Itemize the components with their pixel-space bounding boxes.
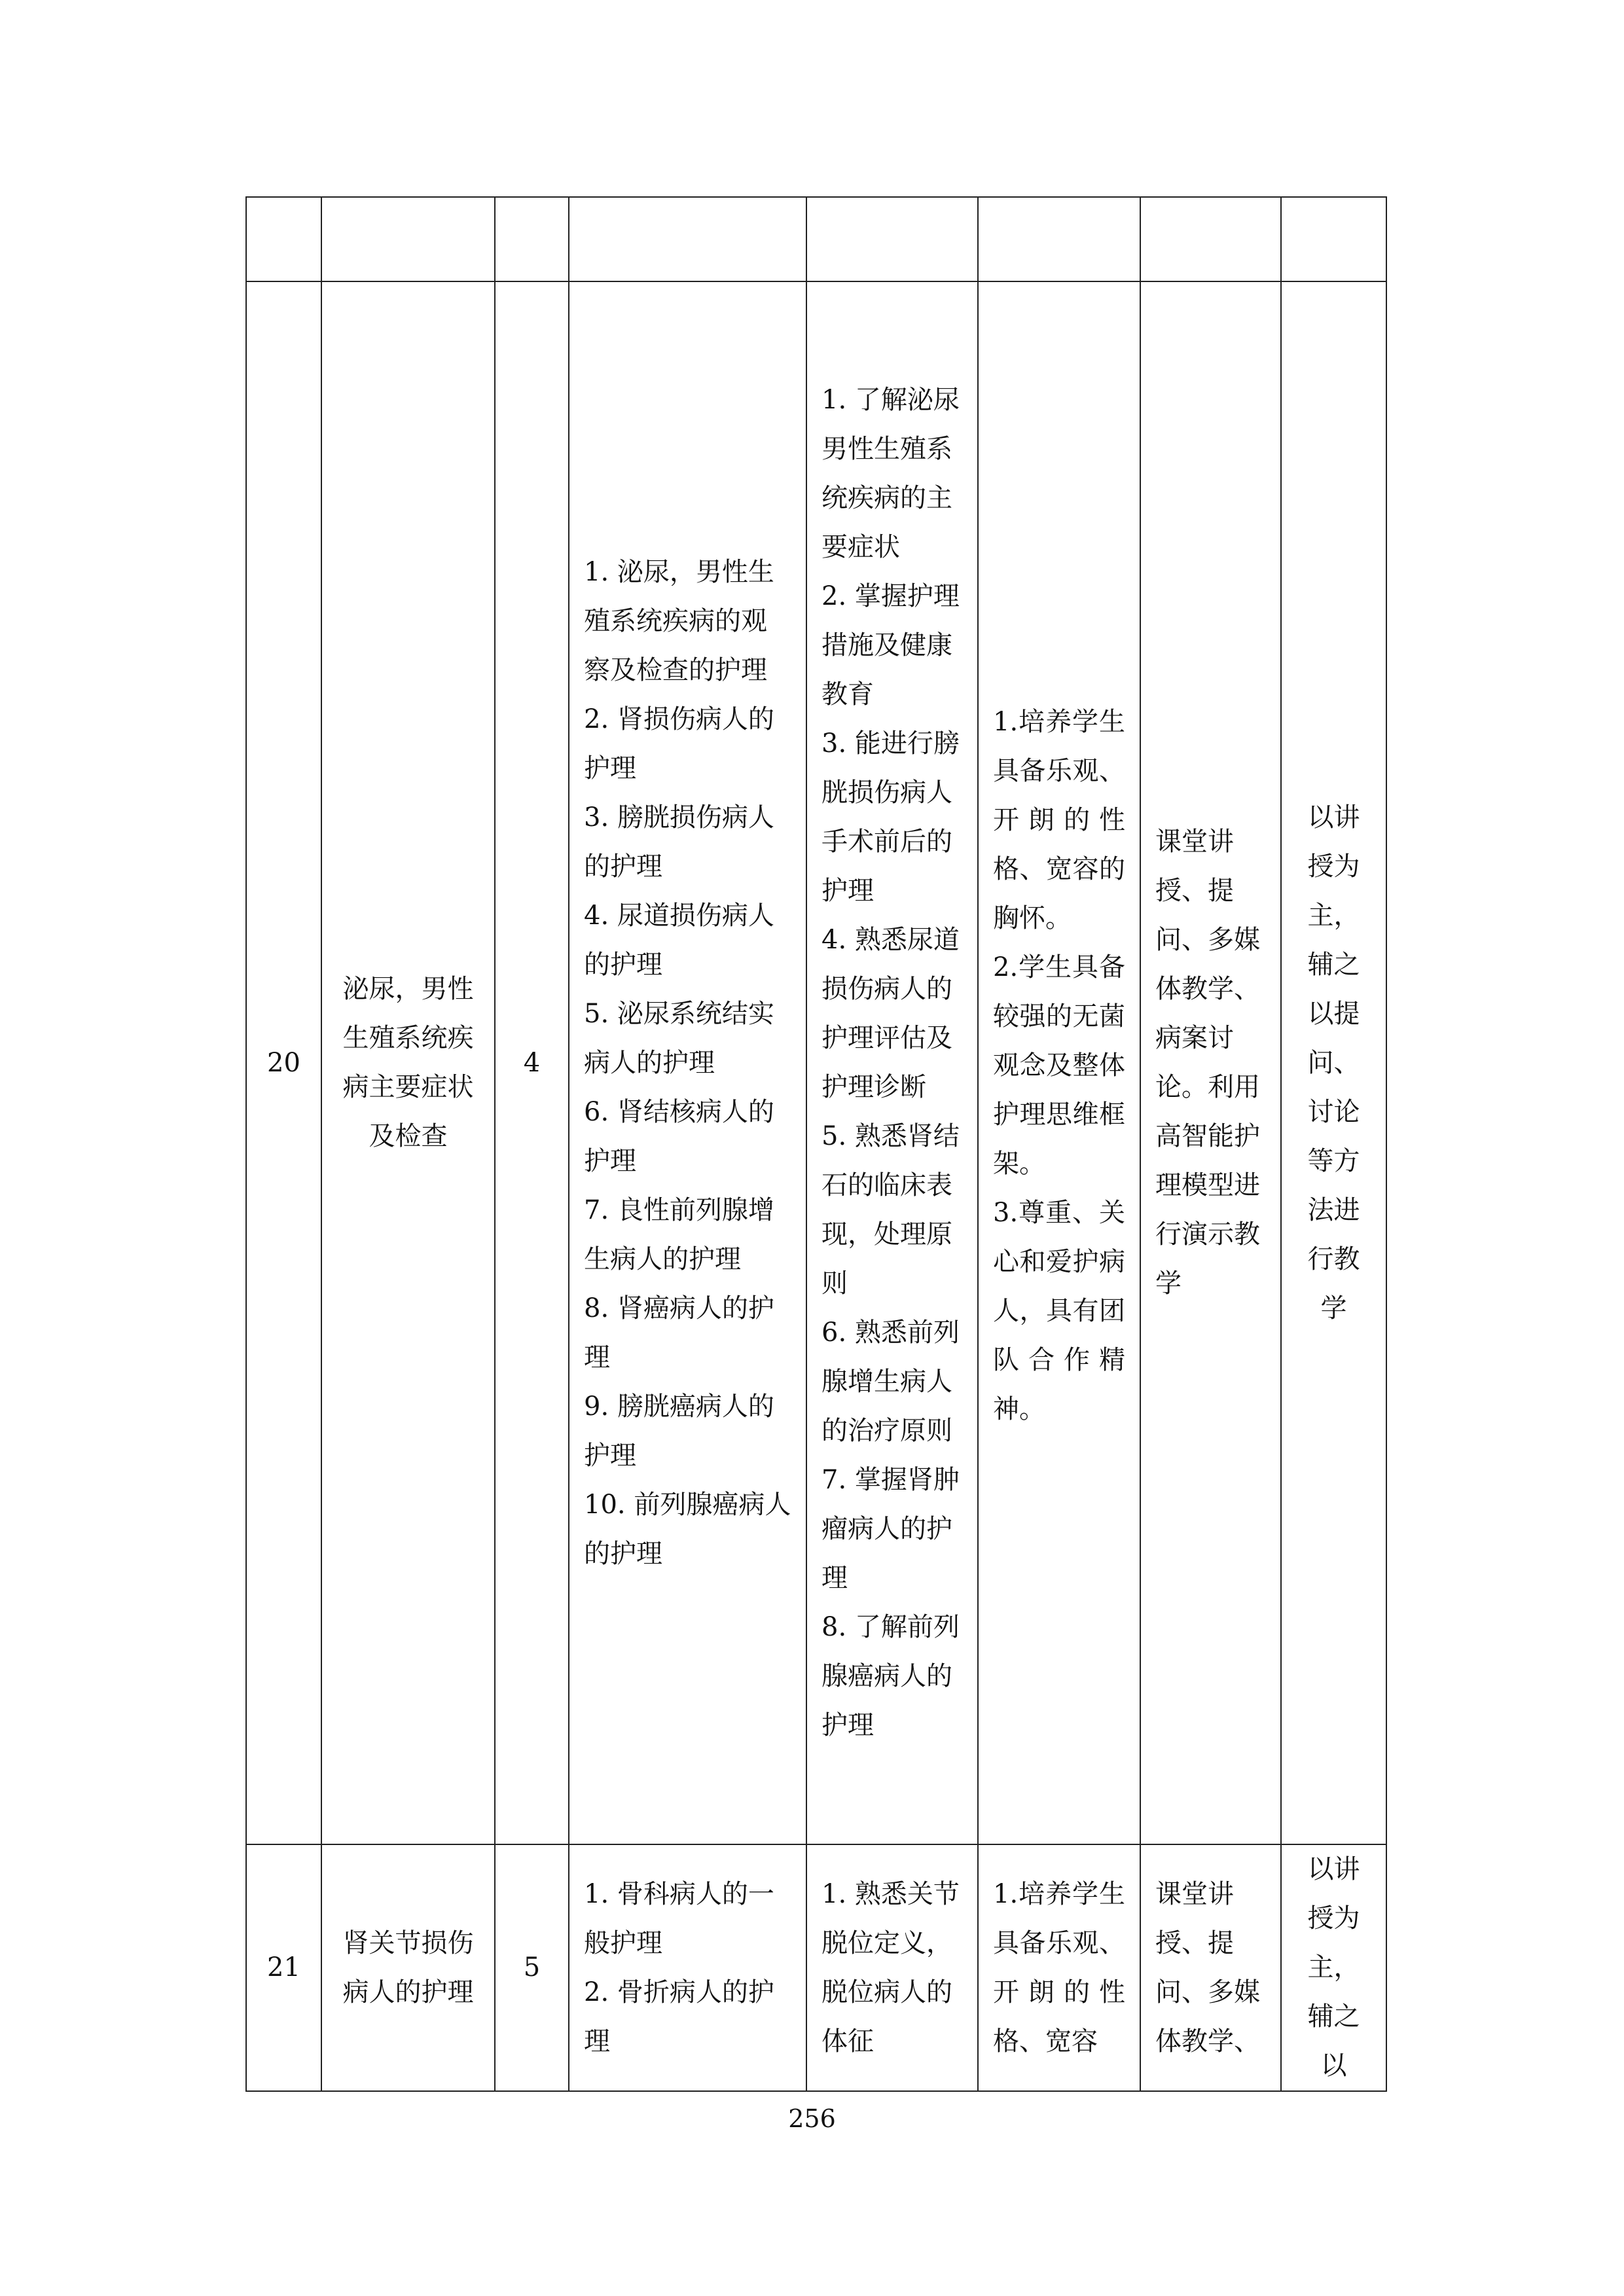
table-header-row-blank: [246, 197, 1386, 281]
quality-item: 1.培养学生具备乐观、开朗的性格、宽容的胸怀。: [993, 706, 1125, 933]
content-item: 9. 膀胱癌病人的护理: [584, 1391, 774, 1471]
table-cell-empty: [1140, 197, 1281, 281]
content-item: 8. 肾癌病人的护理: [584, 1293, 774, 1372]
quality-item: 1.培养学生具备乐观、开朗的性格、宽容: [993, 1878, 1125, 2056]
teaching-form-cell: 以讲授为主，辅之以提问、讨论等方法进行教学: [1281, 281, 1386, 1844]
table-row: [246, 1844, 1386, 2091]
quality-objectives-cell: [978, 1844, 1140, 2091]
quality-objectives-cell: [978, 281, 1140, 1844]
content-item: 7. 良性前列腺增生病人的护理: [584, 1194, 774, 1274]
teaching-method-cell: 课堂讲授、提问、多媒体教学、病案讨论。利用高智能护理模型进行演示教学: [1140, 281, 1281, 1844]
row-number-cell: 20: [246, 281, 321, 1844]
table-cell-empty: [569, 197, 806, 281]
knowledge-objectives-cell: [806, 1844, 978, 2091]
topic-cell: 泌尿，男性生殖系统疾病主要症状及检查: [321, 281, 495, 1844]
table-cell-empty: [246, 197, 321, 281]
knowledge-item: 4. 熟悉尿道损伤病人的护理评估及护理诊断: [821, 925, 960, 1102]
table-cell-empty: [978, 197, 1140, 281]
hours-cell: 5: [495, 1844, 569, 2091]
knowledge-objectives-cell: [806, 281, 978, 1844]
content-cell: [569, 1844, 806, 2091]
table-cell-empty: [495, 197, 569, 281]
knowledge-item: 7. 掌握肾肿瘤病人的护理: [821, 1465, 960, 1593]
content-item: 2. 肾损伤病人的护理: [584, 704, 774, 783]
content-item: 3. 膀胱损伤病人的护理: [584, 802, 774, 882]
knowledge-item: 1. 熟悉关节脱位定义，脱位病人的体征: [821, 1878, 960, 2056]
quality-item: 3.尊重、关心和爱护病人，具有团队合作精神。: [993, 1197, 1125, 1424]
content-cell: [569, 281, 806, 1844]
content-item: 6. 肾结核病人的护理: [584, 1096, 774, 1176]
quality-item: 2.学生具备较强的无菌观念及整体护理思维框架。: [993, 952, 1125, 1179]
content-item: 5. 泌尿系统结实病人的护理: [584, 998, 774, 1078]
teaching-form-cell: 以讲授为主，辅之以: [1281, 1844, 1386, 2091]
knowledge-item: 3. 能进行膀胱损伤病人手术前后的护理: [821, 728, 960, 906]
knowledge-item: 1. 了解泌尿男性生殖系统疾病的主要症状: [821, 385, 960, 562]
content-item: 1. 骨科病人的一般护理: [584, 1878, 774, 1958]
knowledge-item: 5. 熟悉肾结石的临床表现，处理原则: [821, 1121, 960, 1299]
content-item: 4. 尿道损伤病人的护理: [584, 900, 774, 980]
syllabus-table: [245, 196, 1387, 2092]
table-row: [246, 281, 1386, 1844]
topic-cell: 肾关节损伤病人的护理: [321, 1844, 495, 2091]
table-cell-empty: [806, 197, 978, 281]
teaching-method-cell: 课堂讲授、提问、多媒体教学、: [1140, 1844, 1281, 2091]
row-number-cell: 21: [246, 1844, 321, 2091]
content-item: 1. 泌尿，男性生殖系统疾病的观察及检查的护理: [584, 556, 774, 685]
content-item: 10. 前列腺癌病人的护理: [584, 1489, 791, 1569]
knowledge-item: 8. 了解前列腺癌病人的护理: [821, 1612, 960, 1740]
table-cell-empty: [321, 197, 495, 281]
knowledge-item: 2. 掌握护理措施及健康教育: [821, 581, 960, 709]
hours-cell: 4: [495, 281, 569, 1844]
table-cell-empty: [1281, 197, 1386, 281]
knowledge-item: 6. 熟悉前列腺增生病人的治疗原则: [821, 1318, 960, 1446]
content-item: 2. 骨折病人的护理: [584, 1977, 774, 2056]
page-number: 256: [788, 2104, 836, 2133]
